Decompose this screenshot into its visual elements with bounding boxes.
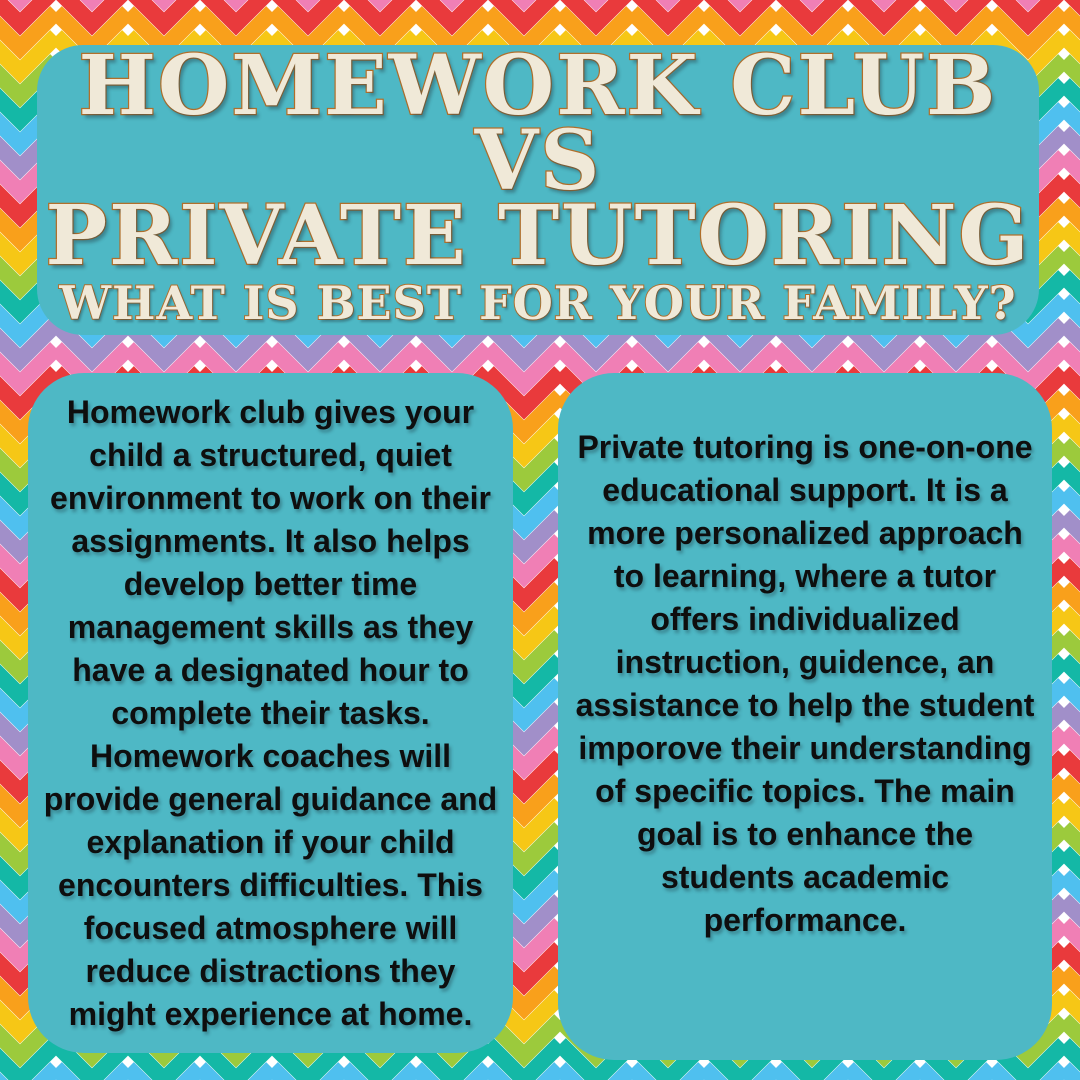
private-tutoring-text: Private tutoring is one-on-one educational support. It is a more personalized approach to learning, where a tutor offers individualized instruction, guidence, an assistance to help the student imporove their understanding of specific topics. The main goal is to enhance the students academic performance. bbox=[575, 429, 1035, 938]
title-line-2: VS bbox=[474, 113, 602, 209]
private-tutoring-card bbox=[558, 373, 1052, 1060]
title-line-1: HOMEWORK CLUB bbox=[78, 38, 998, 134]
title-line-3: PRIVATE TUTORING bbox=[45, 188, 1031, 284]
title-card bbox=[37, 38, 1039, 335]
homework-club-text: Homework club gives your child a structured, quiet environment to work on their assignments. It also helps develop better time management skills as they have a designated hour to complete their tasks. Homework coaches will provide general guidance and explanation if your child encounters difficulties. This focused atmosphere will reduce distractions they might experience at home. bbox=[43, 394, 498, 1032]
homework-club-card bbox=[28, 373, 513, 1053]
title-subtitle: WHAT IS BEST FOR YOUR FAMILY? bbox=[59, 276, 1017, 330]
